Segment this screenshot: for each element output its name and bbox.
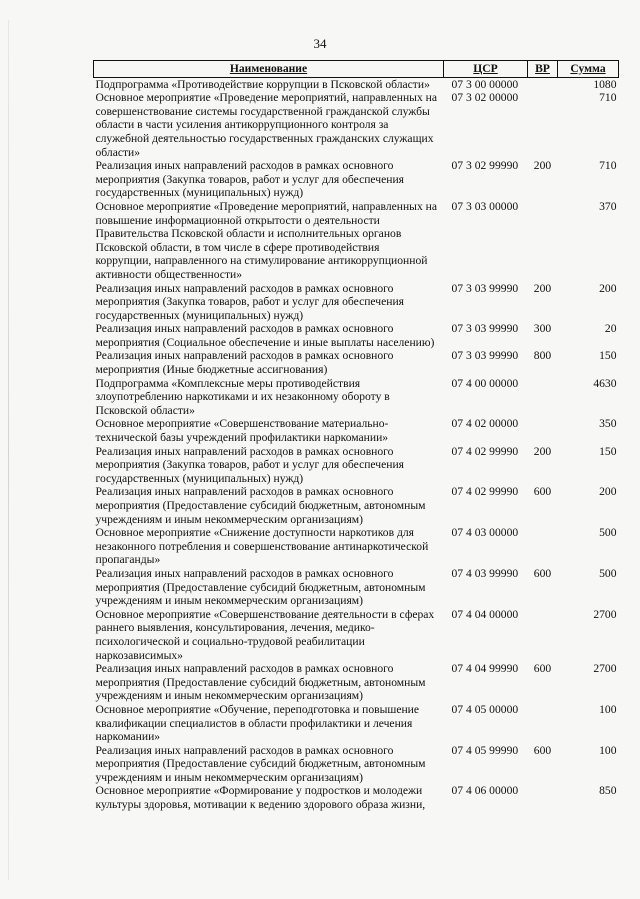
row-csr: 07 4 04 99990	[451, 662, 519, 676]
row-sum: 500	[599, 566, 617, 580]
row-vr: 200	[533, 444, 552, 458]
row-name: Реализация иных направлений расходов в рамках основного мероприятия (Социальное обеспечение и иные выплаты населению)	[95, 322, 435, 349]
row-sum: 2700	[593, 662, 617, 676]
row-csr: 07 4 04 00000	[451, 607, 519, 621]
row-sum: 4630	[593, 376, 617, 390]
table-row	[94, 77, 619, 91]
row-name: Основное мероприятие «Проведение мероприятий, направленных на совершенствование системы государственной гражданской службы области в части усиления антикоррупционного контроля за служебной деятельностью государственных гражданских служащих области»	[95, 91, 438, 159]
table-row	[94, 784, 619, 811]
row-sum: 150	[599, 349, 617, 363]
row-sum: 850	[599, 784, 617, 798]
row-sum: 200	[599, 485, 617, 499]
row-csr: 07 3 03 99990	[451, 281, 519, 295]
row-csr: 07 4 05 00000	[451, 702, 519, 716]
row-name: Подпрограмма «Противодействие коррупции в Псковской области»	[95, 77, 430, 91]
table-row	[94, 349, 619, 376]
row-name: Реализация иных направлений расходов в рамках основного мероприятия (Закупка товаров, работ и услуг для обеспечения государственных (муниципальных) нужд)	[95, 444, 404, 485]
row-csr: 07 4 05 99990	[451, 743, 519, 757]
row-vr: 600	[533, 566, 552, 580]
row-vr	[528, 200, 558, 282]
row-name: Основное мероприятие «Совершенствование деятельности в сферах раннего выявления, консультирования, лечения, медико-психологической и социально-трудовой реабилитации наркозависимых»	[95, 607, 435, 662]
row-vr: 600	[533, 662, 552, 676]
row-vr	[528, 703, 558, 744]
row-sum: 20	[604, 322, 617, 336]
row-sum: 500	[599, 526, 617, 540]
row-name: Реализация иных направлений расходов в рамках основного мероприятия (Предоставление субсидий бюджетным, автономным учреждениям и иным некоммерческим организациям)	[95, 662, 426, 703]
row-vr	[528, 526, 558, 567]
row-csr: 07 4 02 99990	[451, 485, 519, 499]
row-csr: 07 4 06 00000	[451, 784, 519, 798]
row-vr	[528, 77, 558, 91]
scan-edge	[8, 20, 9, 880]
header-csr: ЦСР	[444, 61, 528, 78]
row-name: Реализация иных направлений расходов в рамках основного мероприятия (Предоставление субсидий бюджетным, автономным учреждениям и иным некоммерческим организациям)	[95, 743, 426, 784]
row-name: Реализация иных направлений расходов в рамках основного мероприятия (Закупка товаров, работ и услуг для обеспечения государственных (муниципальных) нужд)	[95, 281, 404, 322]
header-vr: ВР	[528, 61, 558, 78]
table-row	[94, 322, 619, 349]
page-number: 34	[313, 36, 327, 51]
row-vr: 600	[533, 743, 552, 757]
row-csr: 07 3 02 00000	[451, 91, 519, 105]
table-row	[94, 526, 619, 567]
table-row	[94, 417, 619, 444]
header-sum: Сумма	[558, 61, 619, 78]
table-row	[94, 200, 619, 282]
table-body	[94, 77, 619, 812]
row-csr: 07 4 03 00000	[451, 526, 519, 540]
budget-table	[93, 60, 619, 812]
row-sum: 100	[599, 743, 617, 757]
row-vr: 200	[533, 159, 552, 173]
table-row	[94, 485, 619, 526]
row-csr: 07 4 02 99990	[451, 444, 519, 458]
row-name: Основное мероприятие «Проведение мероприятий, направленных на повышение информационной открытости о деятельности Правительства Псковской области и исполнительных органов Псковской области, в том числе в сфере противодействия коррупции, направленного на стимулирование антикоррупционной активности общественности»	[95, 199, 438, 281]
table-row	[94, 445, 619, 486]
row-sum: 2700	[593, 607, 617, 621]
table-row	[94, 662, 619, 703]
row-vr: 600	[533, 485, 552, 499]
row-csr: 07 4 02 00000	[451, 417, 519, 431]
row-csr: 07 3 03 99990	[451, 349, 519, 363]
row-csr: 07 3 02 99990	[451, 159, 519, 173]
row-sum: 350	[599, 417, 617, 431]
row-vr	[528, 91, 558, 159]
row-name: Основное мероприятие «Снижение доступности наркотиков для незаконного потребления и совершенствование антинаркотической пропаганды»	[95, 526, 429, 567]
row-csr: 07 3 03 00000	[451, 199, 519, 213]
row-name: Основное мероприятие «Обучение, переподготовка и повышение квалификации специалистов в области профилактики и лечения наркомании»	[95, 702, 420, 744]
row-name: Подпрограмма «Комплексные меры противодействия злоупотреблению наркотиками и их незаконному обороту в Псковской области»	[95, 376, 390, 417]
row-csr: 07 3 03 99990	[451, 322, 519, 336]
table-row	[94, 159, 619, 200]
row-sum: 710	[599, 91, 617, 105]
row-vr	[528, 377, 558, 418]
table-row	[94, 282, 619, 323]
row-csr: 07 4 00 00000	[451, 376, 519, 390]
row-name: Реализация иных направлений расходов в рамках основного мероприятия (Иные бюджетные ассигнования)	[95, 349, 394, 377]
table-row	[94, 703, 619, 744]
row-sum: 150	[599, 444, 617, 458]
row-sum: 200	[599, 281, 617, 295]
row-name: Реализация иных направлений расходов в рамках основного мероприятия (Закупка товаров, работ и услуг для обеспечения государственных (муниципальных) нужд)	[95, 159, 404, 200]
row-name: Основное мероприятие «Формирование у подростков и молодежи культуры здоровья, мотивации к ведению здорового образа жизни,	[95, 784, 426, 812]
row-name: Основное мероприятие «Совершенствование материально-технической базы учреждений профилактики наркомании»	[95, 417, 389, 445]
row-name: Реализация иных направлений расходов в рамках основного мероприятия (Предоставление субсидий бюджетным, автономным учреждениям и иным некоммерческим организациям)	[95, 566, 426, 608]
row-sum: 370	[599, 199, 617, 213]
table-row	[94, 377, 619, 418]
row-vr: 800	[533, 349, 552, 363]
row-vr	[528, 608, 558, 662]
row-csr: 07 4 03 99990	[451, 566, 519, 580]
table-row	[94, 744, 619, 785]
table-row	[94, 91, 619, 159]
row-vr: 200	[533, 281, 552, 295]
row-sum: 710	[599, 159, 617, 173]
row-csr: 07 3 00 00000	[451, 77, 519, 91]
row-vr	[528, 784, 558, 811]
row-vr: 300	[533, 322, 552, 336]
row-name: Реализация иных направлений расходов в рамках основного мероприятия (Предоставление субсидий бюджетным, автономным учреждениям и иным некоммерческим организациям)	[95, 485, 426, 526]
table-row	[94, 608, 619, 662]
header-name: Наименование	[94, 61, 444, 78]
table-row	[94, 567, 619, 608]
row-sum: 1080	[593, 77, 617, 91]
row-sum: 100	[599, 702, 617, 716]
row-vr	[528, 417, 558, 444]
table-header-row	[94, 61, 619, 78]
